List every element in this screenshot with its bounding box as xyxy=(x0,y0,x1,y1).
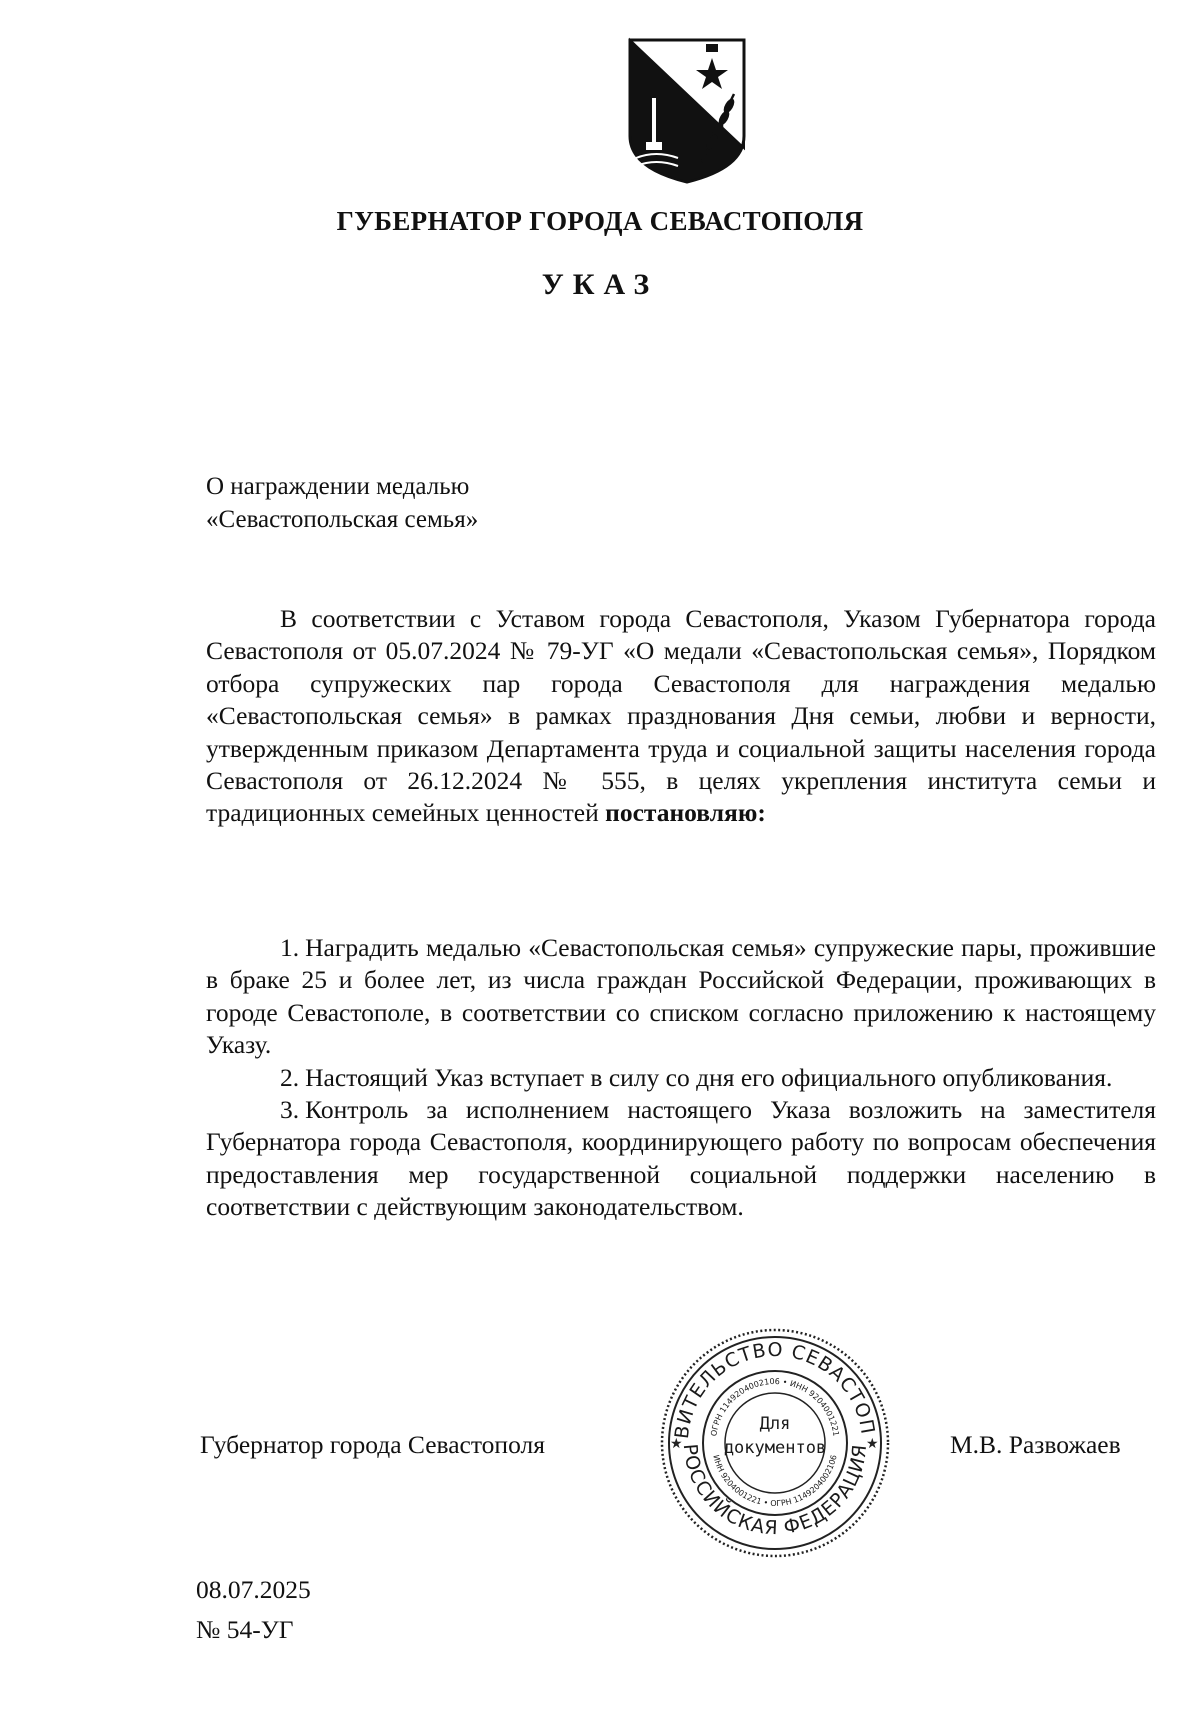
document-date: 08.07.2025 xyxy=(196,1575,311,1604)
preamble-paragraph xyxy=(206,603,1156,830)
seal-center-line-1: Для xyxy=(759,1414,791,1434)
seal-star-right: ★ xyxy=(866,1436,879,1452)
seal-outer-top-text: ВИТЕЛЬСТВО СЕВАСТОП xyxy=(670,1338,879,1440)
coat-of-arms-emblem xyxy=(626,36,748,186)
preamble xyxy=(206,603,1156,830)
preamble-text: В соответствии с Уставом города Севастополя, Указом Губернатора города Севастополя от 05.07.2024 № 79-УГ «О медали «Севастопольская семья», Порядком отбора супружеских пар города Севастополя для награждения медалью «Севастопольская семья» в рамках празднования Дня семьи, любви и верности, утвержденным приказом Департамента труда и социальной защиты населения города Севастополя от 26.12.2024 № 555, в целях укрепления института семьи и традиционных семейных ценностей xyxy=(206,604,1156,828)
seal-star-left: ★ xyxy=(670,1436,683,1452)
document-type-title: УКАЗ xyxy=(541,268,659,301)
organization-title: ГУБЕРНАТОР ГОРОДА СЕВАСТОПОЛЯ xyxy=(336,206,864,236)
item-number: 1. xyxy=(280,933,300,962)
seal-inner-bottom-text: ИНН 9204001221 • ОГРН 1149204002106 xyxy=(711,1453,839,1509)
decree-item-1 xyxy=(206,932,1156,1062)
decree-word: постановляю: xyxy=(605,798,766,828)
decree-item-2 xyxy=(206,1062,1156,1094)
item-text: Контроль за исполнением настоящего Указа возложить на заместителя Губернатора города Севастополя, координирующего работу по вопросам обеспечения предоставления мер государственной социальной поддержки населению в соответствии с действующим законодательством. xyxy=(206,1095,1156,1222)
item-number: 3. xyxy=(280,1095,300,1125)
subject-line-2: «Севастопольская семья» xyxy=(206,506,479,533)
item-text: Настоящий Указ вступает в силу со дня его официального опубликования. xyxy=(305,1062,1113,1092)
item-text: Наградить медалью «Севастопольская семья» супружеские пары, прожившие в браке 25 и более лет, из числа граждан Российской Федерации, проживающих в городе Севастополе, в соответствии со списком согласно приложению к настоящему Указу. xyxy=(206,933,1156,1060)
signatory-name: М.В. Развожаев xyxy=(950,1430,1121,1459)
subject-line-1: О награждении медалью xyxy=(206,473,470,500)
document-subject xyxy=(206,470,478,536)
decree-item-3 xyxy=(206,1094,1156,1224)
signatory-position: Губернатор города Севастополя xyxy=(200,1430,545,1459)
decree-items xyxy=(206,932,1156,1224)
item-number: 2. xyxy=(280,1062,300,1092)
seal-inner-top-text: ОГРН 1149204002106 • ИНН 9204001221 xyxy=(709,1376,841,1437)
document-number: № 54-УГ xyxy=(196,1615,294,1644)
seal-center-text xyxy=(658,1412,892,1460)
seal-center-line-2: документов xyxy=(723,1438,827,1458)
official-seal-stamp xyxy=(658,1326,892,1560)
seal-outer-bottom-text: РОССИЙСКАЯ ФЕДЕРАЦИЯ xyxy=(678,1442,872,1540)
